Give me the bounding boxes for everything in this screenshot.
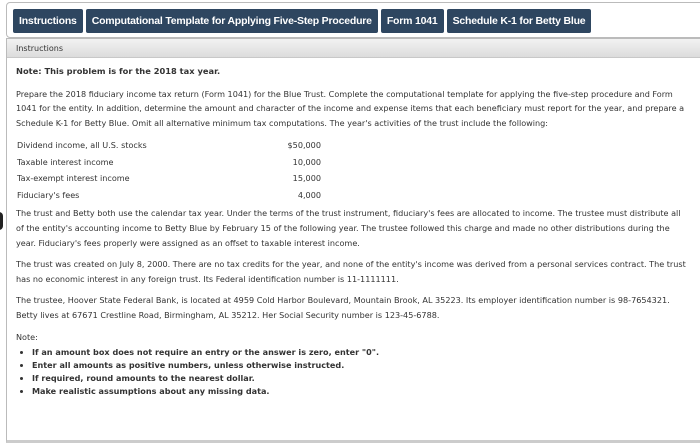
tab-bar xyxy=(6,2,700,38)
creation-paragraph: The trust was created on July 8, 2000. There are no tax credits for the year, and none of the entity's income was derived from a personal services contract. The trust has no economic interest in any foreign trust. Its Federal identification number is 11-1111111. xyxy=(16,259,686,284)
item-label: Tax-exempt interest income xyxy=(17,173,130,184)
table-row xyxy=(17,170,321,187)
note-list xyxy=(32,346,687,398)
item-value: 4,000 xyxy=(297,189,321,200)
table-row xyxy=(17,154,321,171)
intro-paragraph: Prepare the 2018 fiduciary income tax return (Form 1041) for the Blue Trust. Complete the computational template for applying the five-step procedure and Form 1041 for the entity. In addition, determine the amount and character of the income and expense items that each beneficiary must report for the year, and prepare a Schedule K-1 for Betty Blue. Omit all alternative minimum tax computations. The year's activities of the trust include the following: xyxy=(16,88,685,128)
item-value: 15,000 xyxy=(292,173,321,184)
side-marker xyxy=(0,212,3,230)
list-item: • If an amount box does not require an entry or the answer is zero, enter "0". xyxy=(32,346,687,359)
tab-schedule-k1[interactable]: Schedule K-1 for Betty Blue xyxy=(447,9,592,33)
item-label: Dividend income, all U.S. stocks xyxy=(17,140,147,151)
tab-form-1041[interactable]: Form 1041 xyxy=(381,9,444,33)
item-value: $50,000 xyxy=(287,140,321,151)
tax-year-note: Note: This problem is for the 2018 tax year. xyxy=(16,66,221,76)
activities-table xyxy=(17,137,321,203)
note-label: Note: xyxy=(16,331,38,342)
instructions-panel xyxy=(6,38,700,443)
list-item: • Make realistic assumptions about any missing data. xyxy=(32,385,687,398)
list-item: • If required, round amounts to the nearest dollar. xyxy=(32,372,687,385)
tab-computational-template[interactable]: Computational Template for Applying Five-Step Procedure xyxy=(86,9,378,33)
item-value: 10,000 xyxy=(292,156,321,167)
table-row xyxy=(17,187,321,204)
item-label: Fiduciary's fees xyxy=(17,189,80,200)
table-row xyxy=(17,137,321,154)
panel-content xyxy=(7,58,687,398)
terms-paragraph: The trust and Betty both use the calendar tax year. Under the terms of the trust instrument, fiduciary's fees are allocated to income. The trustee must distribute all of the entity's accounting income to Betty Blue by February 15 of the following year. The trustee followed this charge and made no other distributions during the year. Fiduciary's fees properly were assigned as an offset to taxable interest income. xyxy=(16,208,681,248)
tab-instructions[interactable]: Instructions xyxy=(13,9,83,33)
list-item: • Enter all amounts as positive numbers, unless otherwise instructed. xyxy=(32,359,687,372)
item-label: Taxable interest income xyxy=(17,156,114,167)
panel-title: Instructions xyxy=(7,39,700,58)
trustee-paragraph: The trustee, Hoover State Federal Bank, is located at 4959 Cold Harbor Boulevard, Mountain Brook, AL 35223. Its employer identification number is 98-7654321. Betty lives at 67671 Crestline Road, Birmingham, AL 35212. Her Social Security number is 123-45-6788. xyxy=(16,295,670,320)
